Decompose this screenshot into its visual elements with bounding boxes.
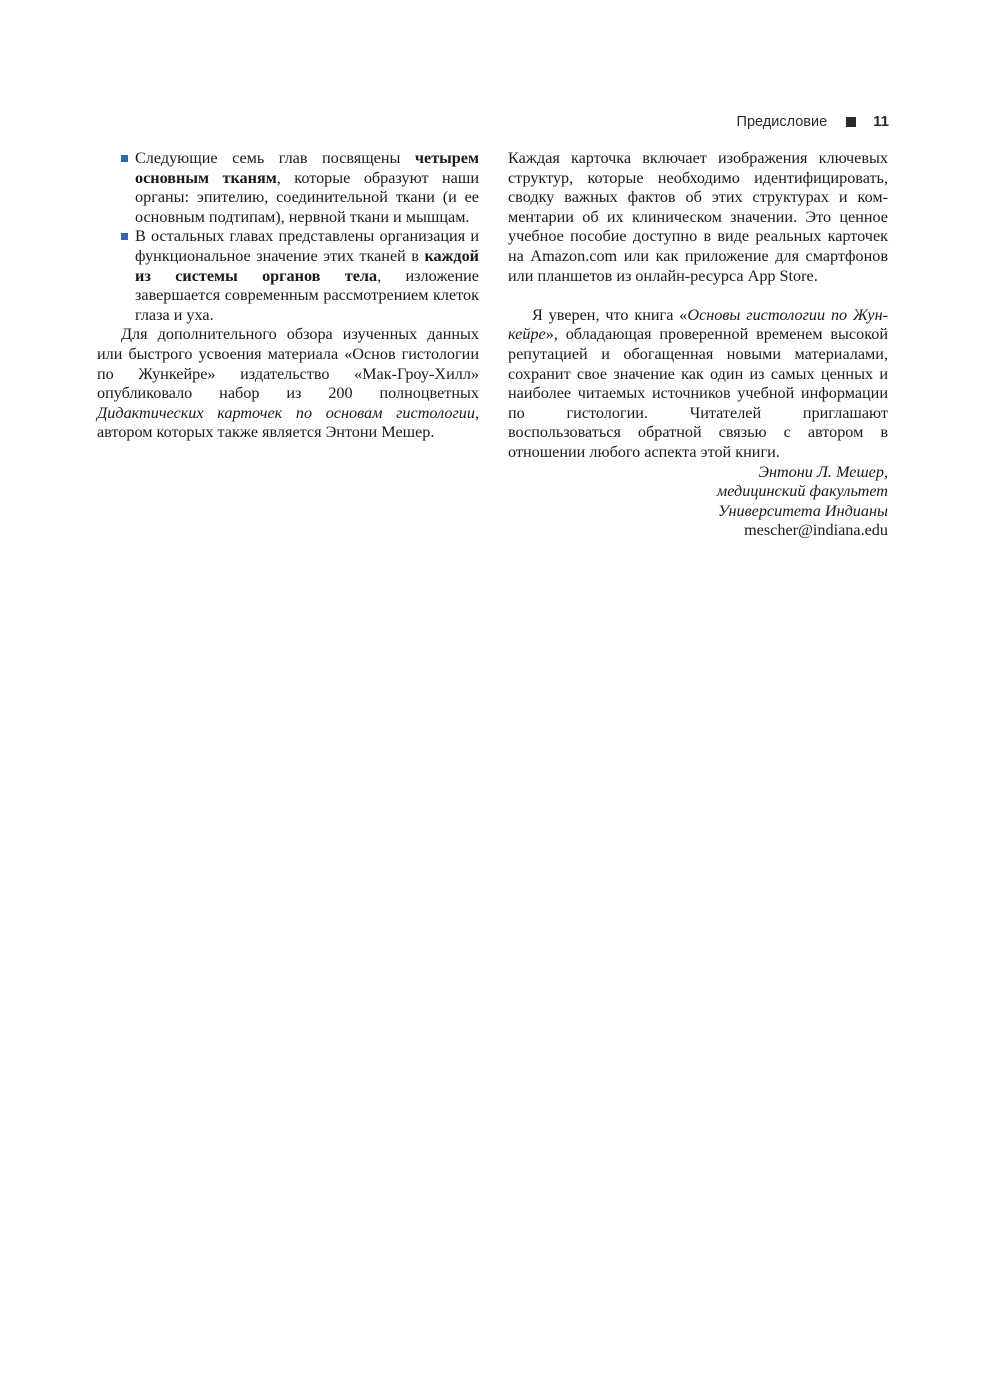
right-column [508,149,888,541]
paragraph: Я уверен, что книга «Основы гистологии по Жункейре», обладающая проверенной временем высокой репутацией и обогащенная новыми материалами, сохранит свое значение как один из самых ценных и наиболее читаемых источников учебной информации по гистологии. Читателей приглашают воспользоваться обратной связью с автором в отношении любого аспекта этой книги. [508,305,888,461]
running-header [737,113,889,130]
bullet-square-icon [121,155,128,162]
paragraph: Каждая карточка включает изображения ключевых структур, которые необходимо идентифицировать, сводку важных фактов об этих структурах и комментарии об их клиническом значении. Это ценное учебное пособие доступно в виде реальных карточек на Amazon.com или как приложение для смартфонов или планшетов из онлайн-ресурса App Store. [508,149,888,285]
author-affiliation: медицинский факультет [716,482,888,501]
page-number: 11 [873,113,889,130]
bullet-square-icon [121,233,128,240]
separator-square-icon [846,117,856,127]
bullet-item: Следующие семь глав посвящены четырем основным тканям, которые образуют наши органы: эпителию, соединительной ткани (и ее основным подтипам), нервной ткани и мышцам. [97,149,479,227]
italic-title: Дидактических карточек по основам гистологии [97,403,475,422]
italic-title: Основы гистологии по Жункейре [508,305,888,344]
author-name: Энтони Л. Мешер, [758,462,888,481]
signature [508,463,888,541]
bullet-item: В остальных главах представлены организация и функциональное значение этих тканей в каждой из системы органов тела, изложение завершается современным рассмотрением клеток глаза и уха. [97,227,479,325]
author-affiliation: Университета Индианы [718,501,888,520]
paragraph: Для дополнительного обзора изученных данных или быстрого усвоения материала «Основ гистологии по Жункейре» издательство «Мак-Гроу-Хилл» опубликовало набор из 200 полноцветных Дидактических карточек по основам гистологии, автором которых также является Энтони Мешер. [97,325,479,442]
bold-emphasis: каждой из системы органов тела [135,246,479,285]
bold-emphasis: четырем основным тканям [135,149,479,187]
left-column [97,149,479,443]
section-title: Предисловие [736,113,828,130]
author-email: mescher@indiana.edu [744,521,888,540]
